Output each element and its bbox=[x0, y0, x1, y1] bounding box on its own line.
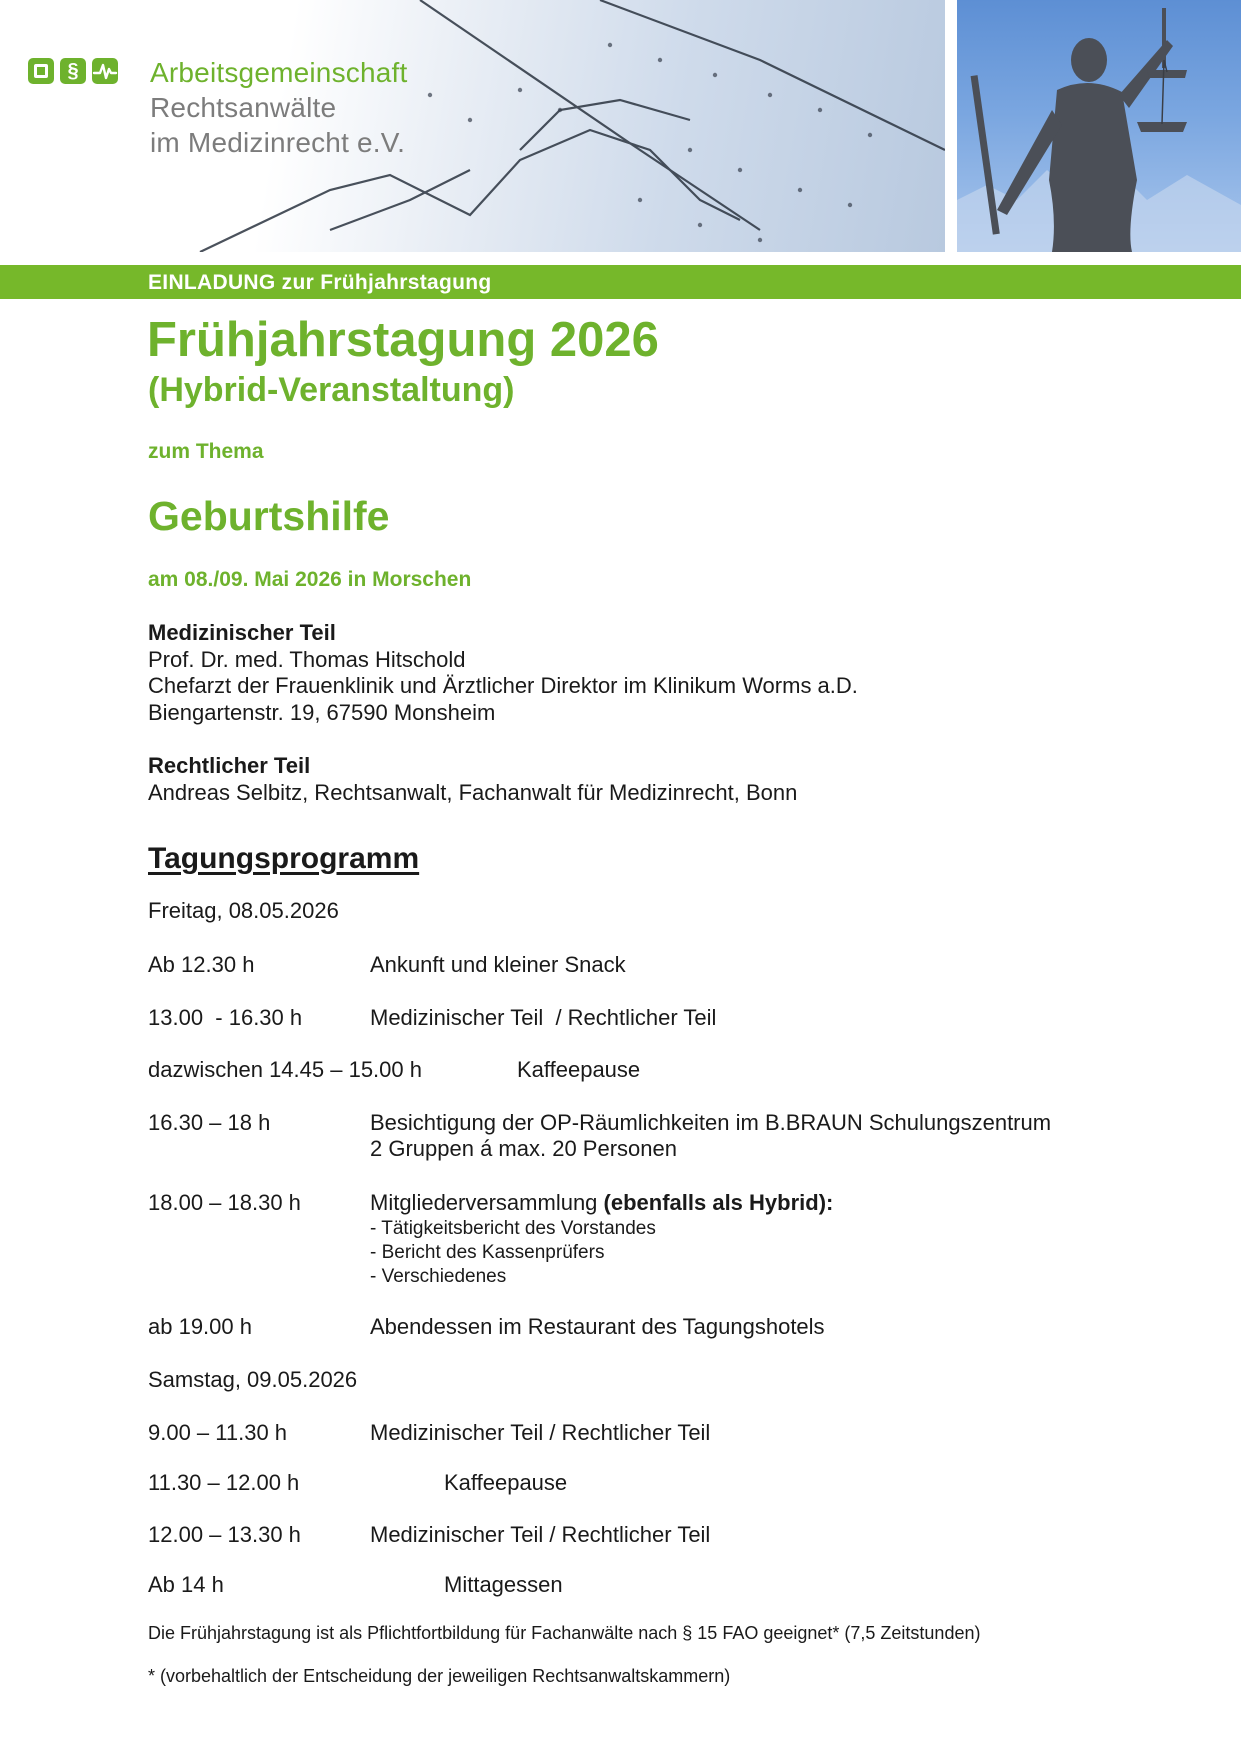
schedule-description: Medizinischer Teil / Rechtlicher Teil bbox=[370, 1420, 711, 1445]
schedule-description-bold: (ebenfalls als Hybrid): bbox=[603, 1190, 834, 1215]
agenda-subitem: - Verschiedenes bbox=[370, 1266, 507, 1287]
event-topic: Geburtshilfe bbox=[148, 493, 390, 539]
agenda-subitem: - Tätigkeitsbericht des Vorstandes bbox=[370, 1218, 656, 1239]
event-subtitle: (Hybrid-Veranstaltung) bbox=[148, 371, 515, 409]
event-title: Frühjahrstagung 2026 bbox=[147, 313, 659, 367]
schedule-time: 16.30 – 18 h bbox=[148, 1110, 271, 1135]
organization-name-line2: Rechtsanwälte bbox=[150, 92, 337, 123]
legal-part-block bbox=[148, 753, 797, 806]
legal-part-heading: Rechtlicher Teil bbox=[148, 753, 311, 778]
justitia-icon bbox=[957, 0, 1241, 252]
schedule-row bbox=[148, 1190, 1148, 1300]
schedule-time: dazwischen 14.45 – 15.00 h bbox=[148, 1057, 422, 1082]
logo-square-icon bbox=[28, 58, 54, 84]
schedule-description: Besichtigung der OP-Räumlichkeiten im B.BRAUN Schulungszentrum bbox=[370, 1110, 1052, 1135]
logo-paragraph-icon: § bbox=[60, 58, 86, 84]
medical-speaker-position: Chefarzt der Frauenklinik und Ärztlicher Direktor im Klinikum Worms a.D. bbox=[148, 673, 858, 698]
medical-part-heading: Medizinischer Teil bbox=[148, 620, 336, 645]
schedule-description: Medizinischer Teil / Rechtlicher Teil bbox=[370, 1005, 717, 1030]
accreditation-disclaimer: * (vorbehaltlich der Entscheidung der jeweiligen Rechtsanwaltskammern) bbox=[148, 1666, 731, 1686]
schedule-description: Ankunft und kleiner Snack bbox=[370, 952, 626, 977]
agenda-subitems bbox=[370, 1217, 656, 1289]
event-date-place: am 08./09. Mai 2026 in Morschen bbox=[148, 568, 472, 591]
saturday-label: Samstag, 09.05.2026 bbox=[148, 1367, 358, 1392]
schedule-description-detail: 2 Gruppen á max. 20 Personen bbox=[370, 1136, 677, 1161]
schedule-description: Kaffeepause bbox=[517, 1057, 641, 1082]
schedule-time: 9.00 – 11.30 h bbox=[148, 1420, 288, 1445]
schedule-time: 13.00 - 16.30 h bbox=[148, 1005, 303, 1030]
organization-name-line3: im Medizinrecht e.V. bbox=[150, 127, 406, 158]
logo-ecg-icon bbox=[92, 58, 118, 84]
agenda-subitem: - Bericht des Kassenprüfers bbox=[370, 1242, 605, 1263]
schedule-row bbox=[148, 1110, 1148, 1170]
legal-speaker-name: Andreas Selbitz, Rechtsanwalt, Fachanwalt für Medizinrecht, Bonn bbox=[148, 779, 798, 805]
schedule-description: Mitgliederversammlung bbox=[370, 1190, 604, 1215]
justitia-statue-image bbox=[957, 0, 1241, 252]
topic-intro: zum Thema bbox=[148, 440, 264, 463]
schedule-description: Abendessen im Restaurant des Tagungshotels bbox=[370, 1314, 825, 1339]
schedule-time: Ab 12.30 h bbox=[148, 952, 255, 977]
medical-part-block bbox=[148, 620, 858, 726]
schedule-time: 11.30 – 12.00 h bbox=[148, 1470, 300, 1495]
schedule-description: Medizinischer Teil / Rechtlicher Teil bbox=[370, 1522, 711, 1547]
header-ecg-paper-image bbox=[0, 0, 945, 252]
medical-speaker-name: Prof. Dr. med. Thomas Hitschold bbox=[148, 646, 466, 672]
organization-name bbox=[150, 55, 450, 160]
schedule-time: 18.00 – 18.30 h bbox=[148, 1190, 301, 1215]
schedule-time: 12.00 – 13.30 h bbox=[148, 1522, 301, 1547]
program-heading: Tagungsprogramm bbox=[148, 842, 420, 875]
schedule-time: ab 19.00 h bbox=[148, 1314, 252, 1339]
medical-speaker-address: Biengartenstr. 19, 67590 Monsheim bbox=[148, 699, 496, 725]
accreditation-note: Die Frühjahrstagung ist als Pflichtfortbildung für Fachanwälte nach § 15 FAO geeignet* (7,5 Zeitstunden) bbox=[148, 1623, 981, 1643]
schedule-description: Kaffeepause bbox=[444, 1470, 568, 1495]
invitation-band-text: EINLADUNG zur Frühjahrstagung bbox=[148, 271, 492, 294]
friday-label: Freitag, 08.05.2026 bbox=[148, 898, 339, 923]
organization-name-line1: Arbeitsgemeinschaft bbox=[150, 57, 408, 88]
schedule-time: Ab 14 h bbox=[148, 1572, 224, 1597]
schedule-description: Mittagessen bbox=[444, 1572, 563, 1597]
ecg-graph-illustration bbox=[0, 0, 945, 252]
